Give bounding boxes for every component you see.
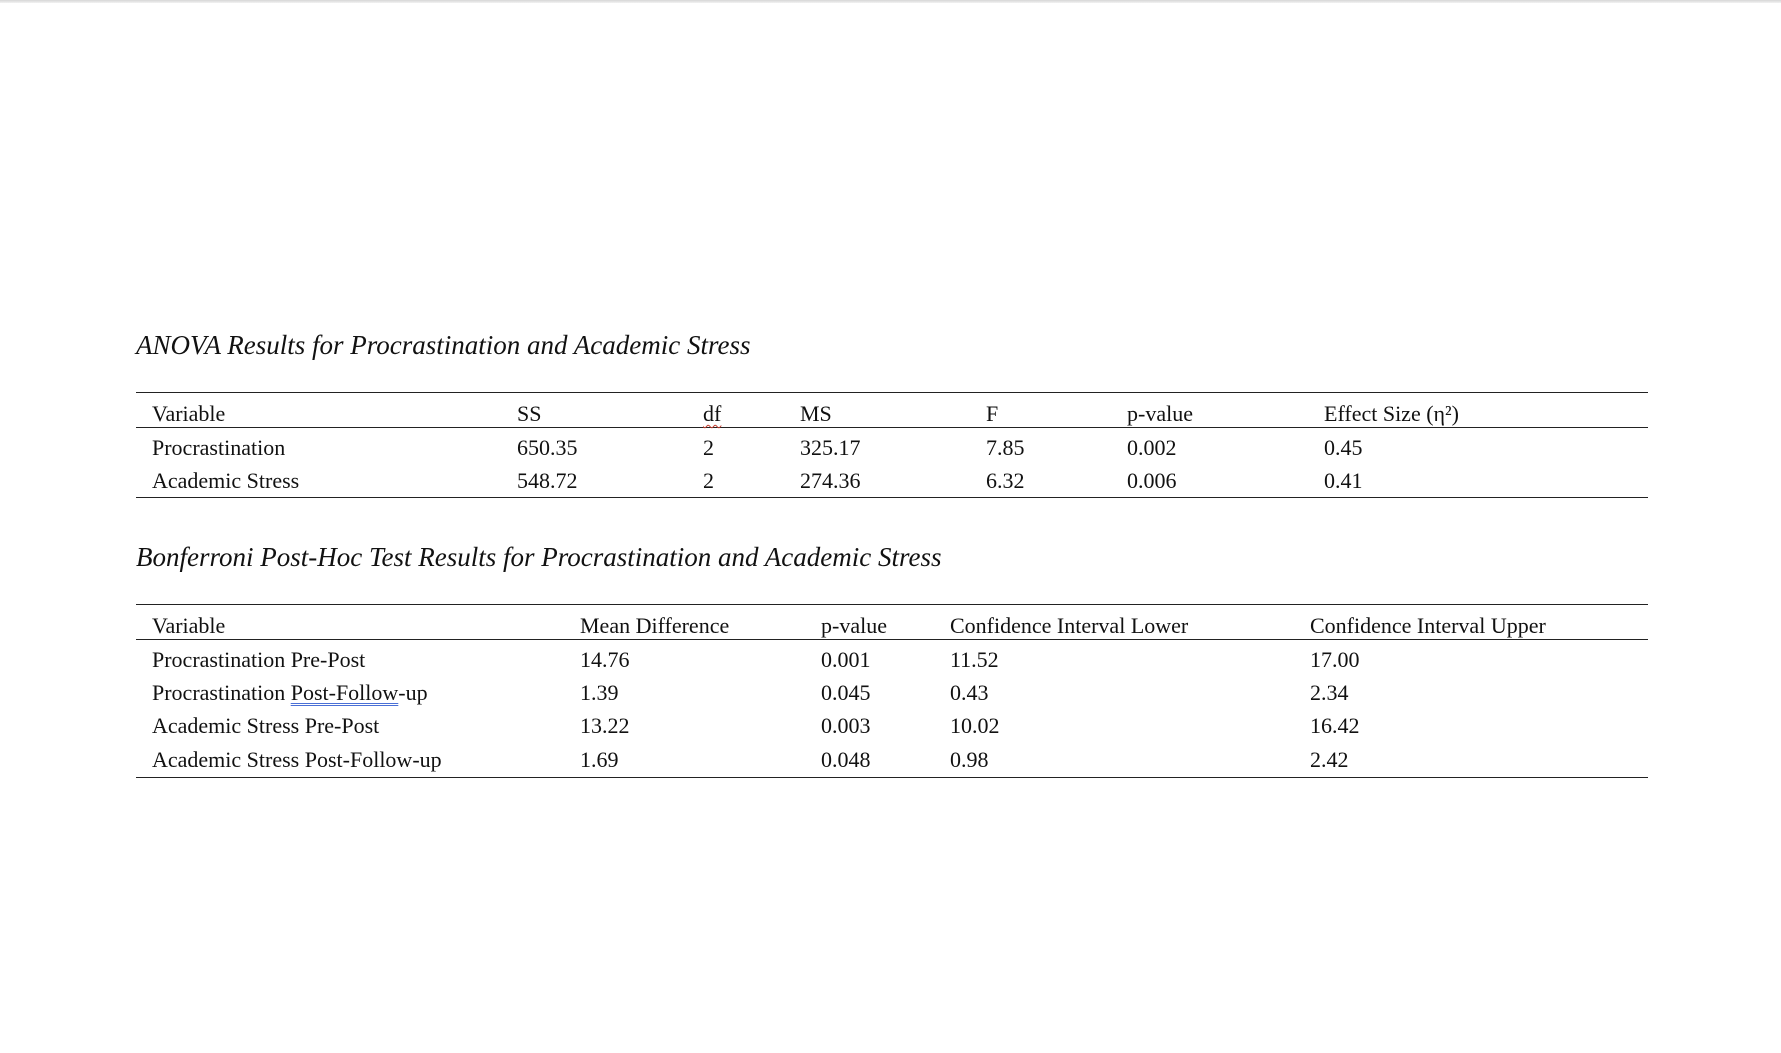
- header-df: df: [703, 401, 722, 426]
- anova-table: [136, 392, 1648, 498]
- header-ms: MS: [800, 401, 832, 426]
- row2-ci-upper: 2.34: [1310, 680, 1349, 705]
- row2-df: 2: [703, 468, 714, 493]
- row2-p-value: 0.045: [821, 680, 871, 705]
- anova-table-title: ANOVA Results for Procrastination and Academic Stress: [136, 330, 751, 360]
- row3-ci-upper: 16.42: [1310, 713, 1360, 738]
- row1-variable: Procrastination: [152, 435, 286, 460]
- header-mean-difference: Mean Difference: [580, 613, 730, 638]
- row1-ss: 650.35: [517, 435, 578, 460]
- row2-variable: [152, 682, 428, 704]
- posthoc-table-title: Bonferroni Post-Hoc Test Results for Procrastination and Academic Stress: [136, 542, 942, 572]
- row4-p-value: 0.048: [821, 747, 871, 772]
- header-rule: [136, 639, 1648, 640]
- row2-effect-size: 0.41: [1324, 468, 1363, 493]
- row2-variable: Academic Stress: [152, 468, 300, 493]
- row4-mean-difference: 1.69: [580, 747, 619, 772]
- row1-effect-size: 0.45: [1324, 435, 1363, 460]
- row2-ss: 548.72: [517, 468, 578, 493]
- posthoc-table: [136, 604, 1648, 778]
- row1-df: 2: [703, 435, 714, 460]
- header-variable: Variable: [152, 613, 226, 638]
- row3-mean-difference: 13.22: [580, 713, 630, 738]
- row1-p-value: 0.001: [821, 647, 871, 672]
- header-variable: Variable: [152, 401, 226, 426]
- header-f: F: [986, 401, 999, 426]
- header-p-value: p-value: [821, 613, 887, 638]
- header-ci-lower: Confidence Interval Lower: [950, 613, 1189, 638]
- row4-variable: Academic Stress Post-Follow-up: [152, 747, 442, 772]
- header-rule: [136, 427, 1648, 428]
- row1-ci-upper: 17.00: [1310, 647, 1360, 672]
- row2-p-value: 0.006: [1127, 468, 1177, 493]
- row1-ms: 325.17: [800, 435, 861, 460]
- row1-p-value: 0.002: [1127, 435, 1177, 460]
- header-p-value: p-value: [1127, 401, 1193, 426]
- header-ss: SS: [517, 401, 542, 426]
- row2-ci-lower: 0.43: [950, 680, 989, 705]
- page-top-edge: [0, 0, 1781, 3]
- row2-mean-difference: 1.39: [580, 680, 619, 705]
- row2-variable-part3: -up: [398, 680, 428, 705]
- row1-mean-difference: 14.76: [580, 647, 630, 672]
- row1-variable: Procrastination Pre-Post: [152, 647, 366, 672]
- header-effect-size: Effect Size (η²): [1324, 401, 1459, 426]
- row1-f: 7.85: [986, 435, 1025, 460]
- row2-variable-part1: Procrastination: [152, 680, 291, 705]
- row4-ci-lower: 0.98: [950, 747, 989, 772]
- row2-variable-flagged: Post-Follow: [290, 680, 399, 705]
- row3-variable: Academic Stress Pre-Post: [152, 713, 380, 738]
- row2-ms: 274.36: [800, 468, 861, 493]
- row1-ci-lower: 11.52: [950, 647, 999, 672]
- row3-ci-lower: 10.02: [950, 713, 1000, 738]
- row2-f: 6.32: [986, 468, 1025, 493]
- row4-ci-upper: 2.42: [1310, 747, 1349, 772]
- row3-p-value: 0.003: [821, 713, 871, 738]
- header-ci-upper: Confidence Interval Upper: [1310, 613, 1546, 638]
